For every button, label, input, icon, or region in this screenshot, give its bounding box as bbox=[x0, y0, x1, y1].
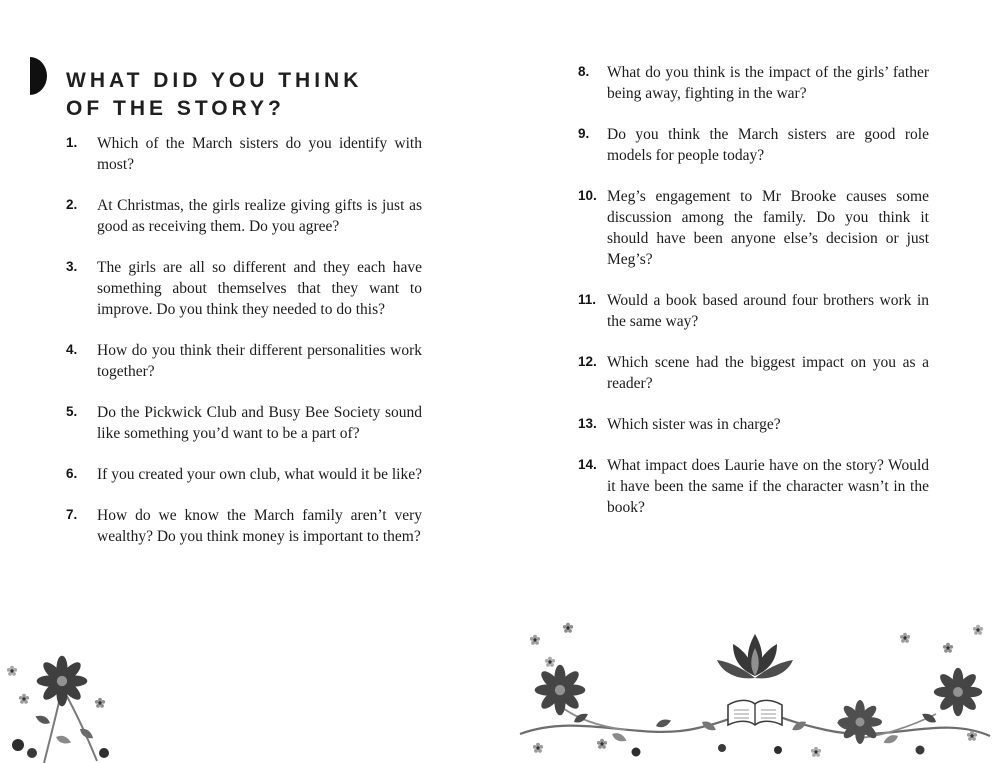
question-item bbox=[578, 414, 929, 435]
question-text: How do we know the March family aren’t very wealthy? Do you think money is important to them? bbox=[97, 507, 422, 545]
question-text: If you created your own club, what would it be like? bbox=[97, 466, 422, 483]
question-number: 7. bbox=[66, 507, 78, 522]
question-number: 2. bbox=[66, 197, 78, 212]
open-book-icon bbox=[728, 700, 782, 725]
question-text: Would a book based around four brothers work in the same way? bbox=[607, 292, 929, 330]
question-number: 8. bbox=[578, 64, 590, 79]
question-number: 6. bbox=[66, 466, 78, 481]
lotus-flower-icon bbox=[717, 634, 793, 678]
question-number: 5. bbox=[66, 404, 78, 419]
question-number: 12. bbox=[578, 354, 597, 369]
question-item bbox=[578, 62, 929, 104]
question-text: Do the Pickwick Club and Busy Bee Society sound like something you’d want to be a part of? bbox=[97, 404, 422, 442]
page-title bbox=[66, 67, 362, 123]
question-number: 1. bbox=[66, 135, 78, 150]
question-number: 9. bbox=[578, 126, 590, 141]
question-number: 3. bbox=[66, 259, 78, 274]
floral-ornament-bottom-right-icon bbox=[516, 618, 996, 763]
question-number: 10. bbox=[578, 188, 597, 203]
floral-ornament-bottom-left-icon bbox=[0, 641, 150, 763]
question-item bbox=[578, 352, 929, 394]
question-item bbox=[66, 402, 422, 444]
question-number: 13. bbox=[578, 416, 597, 431]
question-text: At Christmas, the girls realize giving gifts is just as good as receiving them. Do you agree? bbox=[97, 197, 422, 235]
question-text: How do you think their different personalities work together? bbox=[97, 342, 422, 380]
question-item bbox=[66, 195, 422, 237]
question-item bbox=[66, 464, 422, 485]
question-column-right bbox=[578, 62, 929, 538]
question-text: What impact does Laurie have on the story? Would it have been the same if the character wasn’t in the book? bbox=[607, 457, 929, 516]
question-item bbox=[578, 124, 929, 166]
question-text: Meg’s engagement to Mr Brooke causes some discussion among the family. Do you think it should have been anyone else’s decision or just Meg’s? bbox=[607, 188, 929, 268]
question-text: Which of the March sisters do you identify with most? bbox=[97, 135, 422, 173]
question-item bbox=[66, 257, 422, 320]
question-item bbox=[66, 340, 422, 382]
question-text: Do you think the March sisters are good role models for people today? bbox=[607, 126, 929, 164]
page-title-line2: OF THE STORY? bbox=[66, 97, 285, 121]
question-number: 14. bbox=[578, 457, 597, 472]
question-item bbox=[66, 505, 422, 547]
question-item bbox=[578, 290, 929, 332]
question-column-left bbox=[66, 133, 422, 567]
question-text: Which scene had the biggest impact on you as a reader? bbox=[607, 354, 929, 392]
question-text: The girls are all so different and they each have something about themselves that they want to improve. Do you think they needed to do this? bbox=[97, 259, 422, 318]
question-item bbox=[578, 455, 929, 518]
question-item bbox=[66, 133, 422, 175]
crescent-ornament-icon bbox=[30, 57, 47, 95]
page-title-line1: WHAT DID YOU THINK bbox=[66, 69, 363, 93]
question-text: What do you think is the impact of the girls’ father being away, fighting in the war? bbox=[607, 64, 929, 102]
question-number: 11. bbox=[578, 292, 597, 307]
question-text: Which sister was in charge? bbox=[607, 416, 781, 433]
question-item bbox=[578, 186, 929, 270]
question-number: 4. bbox=[66, 342, 78, 357]
